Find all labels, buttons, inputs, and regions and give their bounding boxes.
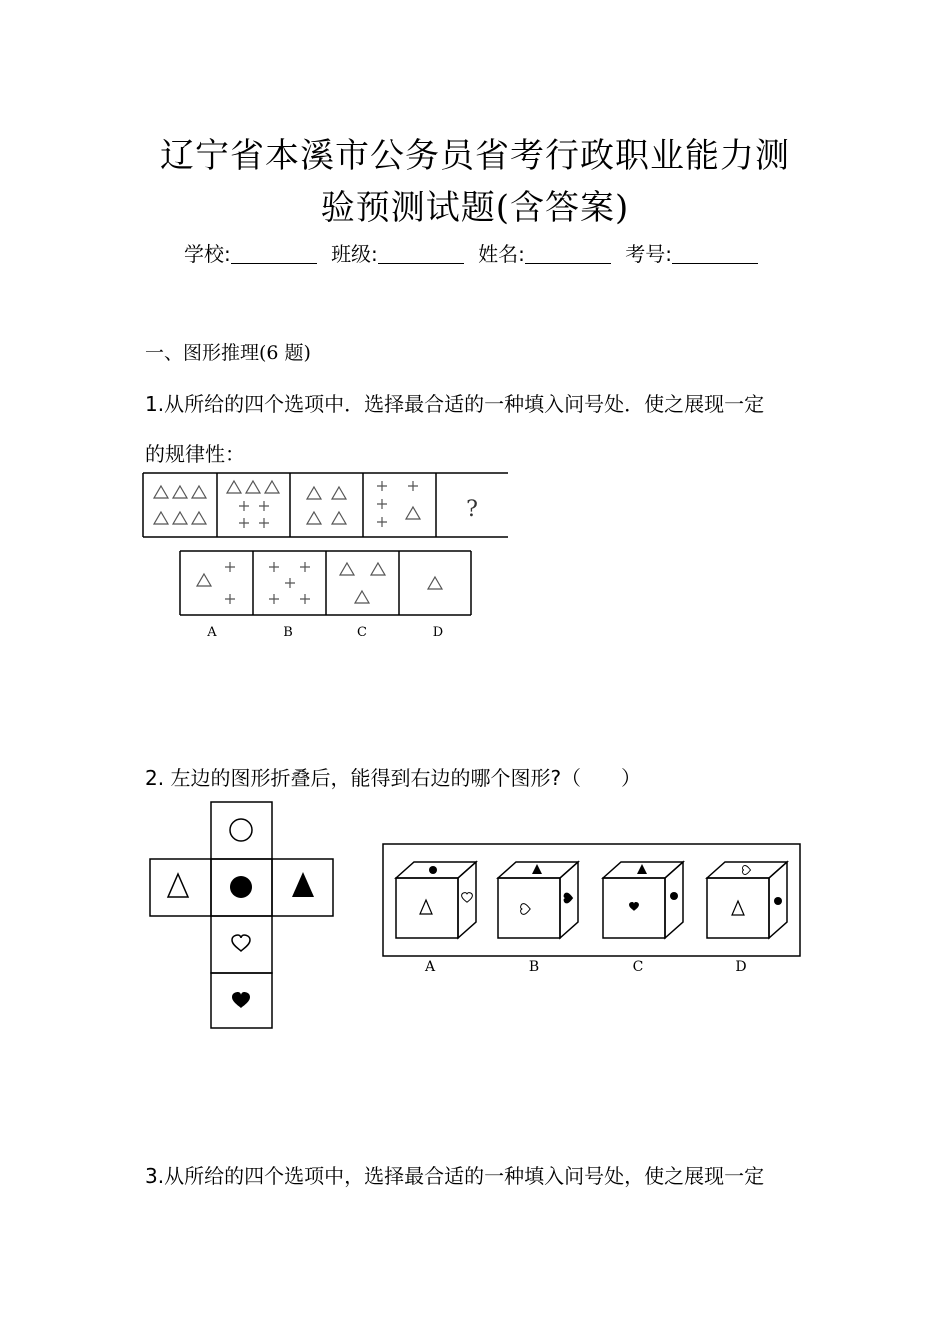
q2-option-b-label: B bbox=[528, 959, 540, 975]
q1-option-c-figure[interactable] bbox=[340, 563, 385, 603]
net-circle-outline-icon bbox=[230, 819, 252, 841]
cube-net bbox=[150, 802, 333, 1028]
q1-option-c-label: C bbox=[357, 625, 367, 640]
info-class-blank[interactable] bbox=[378, 245, 464, 264]
q1-cell-2 bbox=[227, 481, 279, 528]
info-id-label: 考号: bbox=[625, 242, 673, 266]
info-line bbox=[0, 238, 950, 267]
q1-cell-4 bbox=[377, 481, 420, 527]
doc-title-line2: 验预测试题(含答案) bbox=[320, 188, 630, 228]
info-school-label: 学校: bbox=[183, 242, 231, 266]
q2-option-d-cube[interactable] bbox=[707, 862, 787, 938]
q2-option-a-label: A bbox=[424, 959, 436, 975]
info-school-blank[interactable] bbox=[231, 245, 317, 264]
info-id-blank[interactable] bbox=[672, 245, 758, 264]
q1-sequence-row bbox=[143, 473, 508, 537]
info-name-label: 姓名: bbox=[478, 242, 525, 266]
q1-question-mark: ? bbox=[466, 497, 478, 522]
q2-option-c-label: C bbox=[632, 959, 644, 975]
q1-text-line2: 的规律性： bbox=[145, 442, 245, 466]
q1-option-a-label: A bbox=[207, 625, 217, 640]
q2-text: 2. 左边的图形折叠后，能得到右边的哪个图形?（ ） bbox=[145, 766, 642, 790]
net-heart-outline-icon bbox=[232, 935, 250, 951]
q2-options-frame bbox=[383, 844, 800, 956]
q3-text-line1: 3.从所给的四个选项中，选择最合适的一种填入问号处，使之展现一定 bbox=[145, 1164, 765, 1188]
doc-title-line1: 辽宁省本溪市公务员省考行政职业能力测 bbox=[160, 136, 790, 176]
q2-option-d-label: D bbox=[735, 959, 747, 975]
q1-option-d-label: D bbox=[432, 625, 444, 640]
q1-option-b-label: B bbox=[283, 625, 293, 640]
q1-options-row bbox=[180, 551, 471, 640]
q1-figure bbox=[140, 468, 515, 643]
q2-figure bbox=[140, 795, 810, 1040]
net-heart-filled-icon bbox=[232, 992, 250, 1008]
q1-cell-1 bbox=[154, 486, 206, 524]
q1-text-line1: 1.从所给的四个选项中．选择最合适的一种填入问号处．使之展现一定 bbox=[145, 392, 765, 416]
info-class-label: 班级: bbox=[331, 242, 378, 266]
net-triangle-outline-icon bbox=[168, 874, 188, 897]
net-triangle-filled-icon bbox=[292, 872, 314, 897]
q2-option-b-cube[interactable] bbox=[498, 862, 578, 938]
q2-option-c-cube[interactable] bbox=[603, 862, 683, 938]
q1-option-d-figure[interactable] bbox=[428, 577, 442, 589]
section-heading: 一、图形推理(6 题) bbox=[145, 342, 311, 364]
q1-cell-3 bbox=[307, 487, 346, 524]
info-name-blank[interactable] bbox=[525, 245, 611, 264]
net-circle-filled-icon bbox=[230, 876, 252, 898]
q1-option-a-figure[interactable] bbox=[197, 562, 235, 604]
q1-option-b-figure[interactable] bbox=[269, 562, 310, 604]
q2-option-a-cube[interactable] bbox=[396, 862, 476, 938]
